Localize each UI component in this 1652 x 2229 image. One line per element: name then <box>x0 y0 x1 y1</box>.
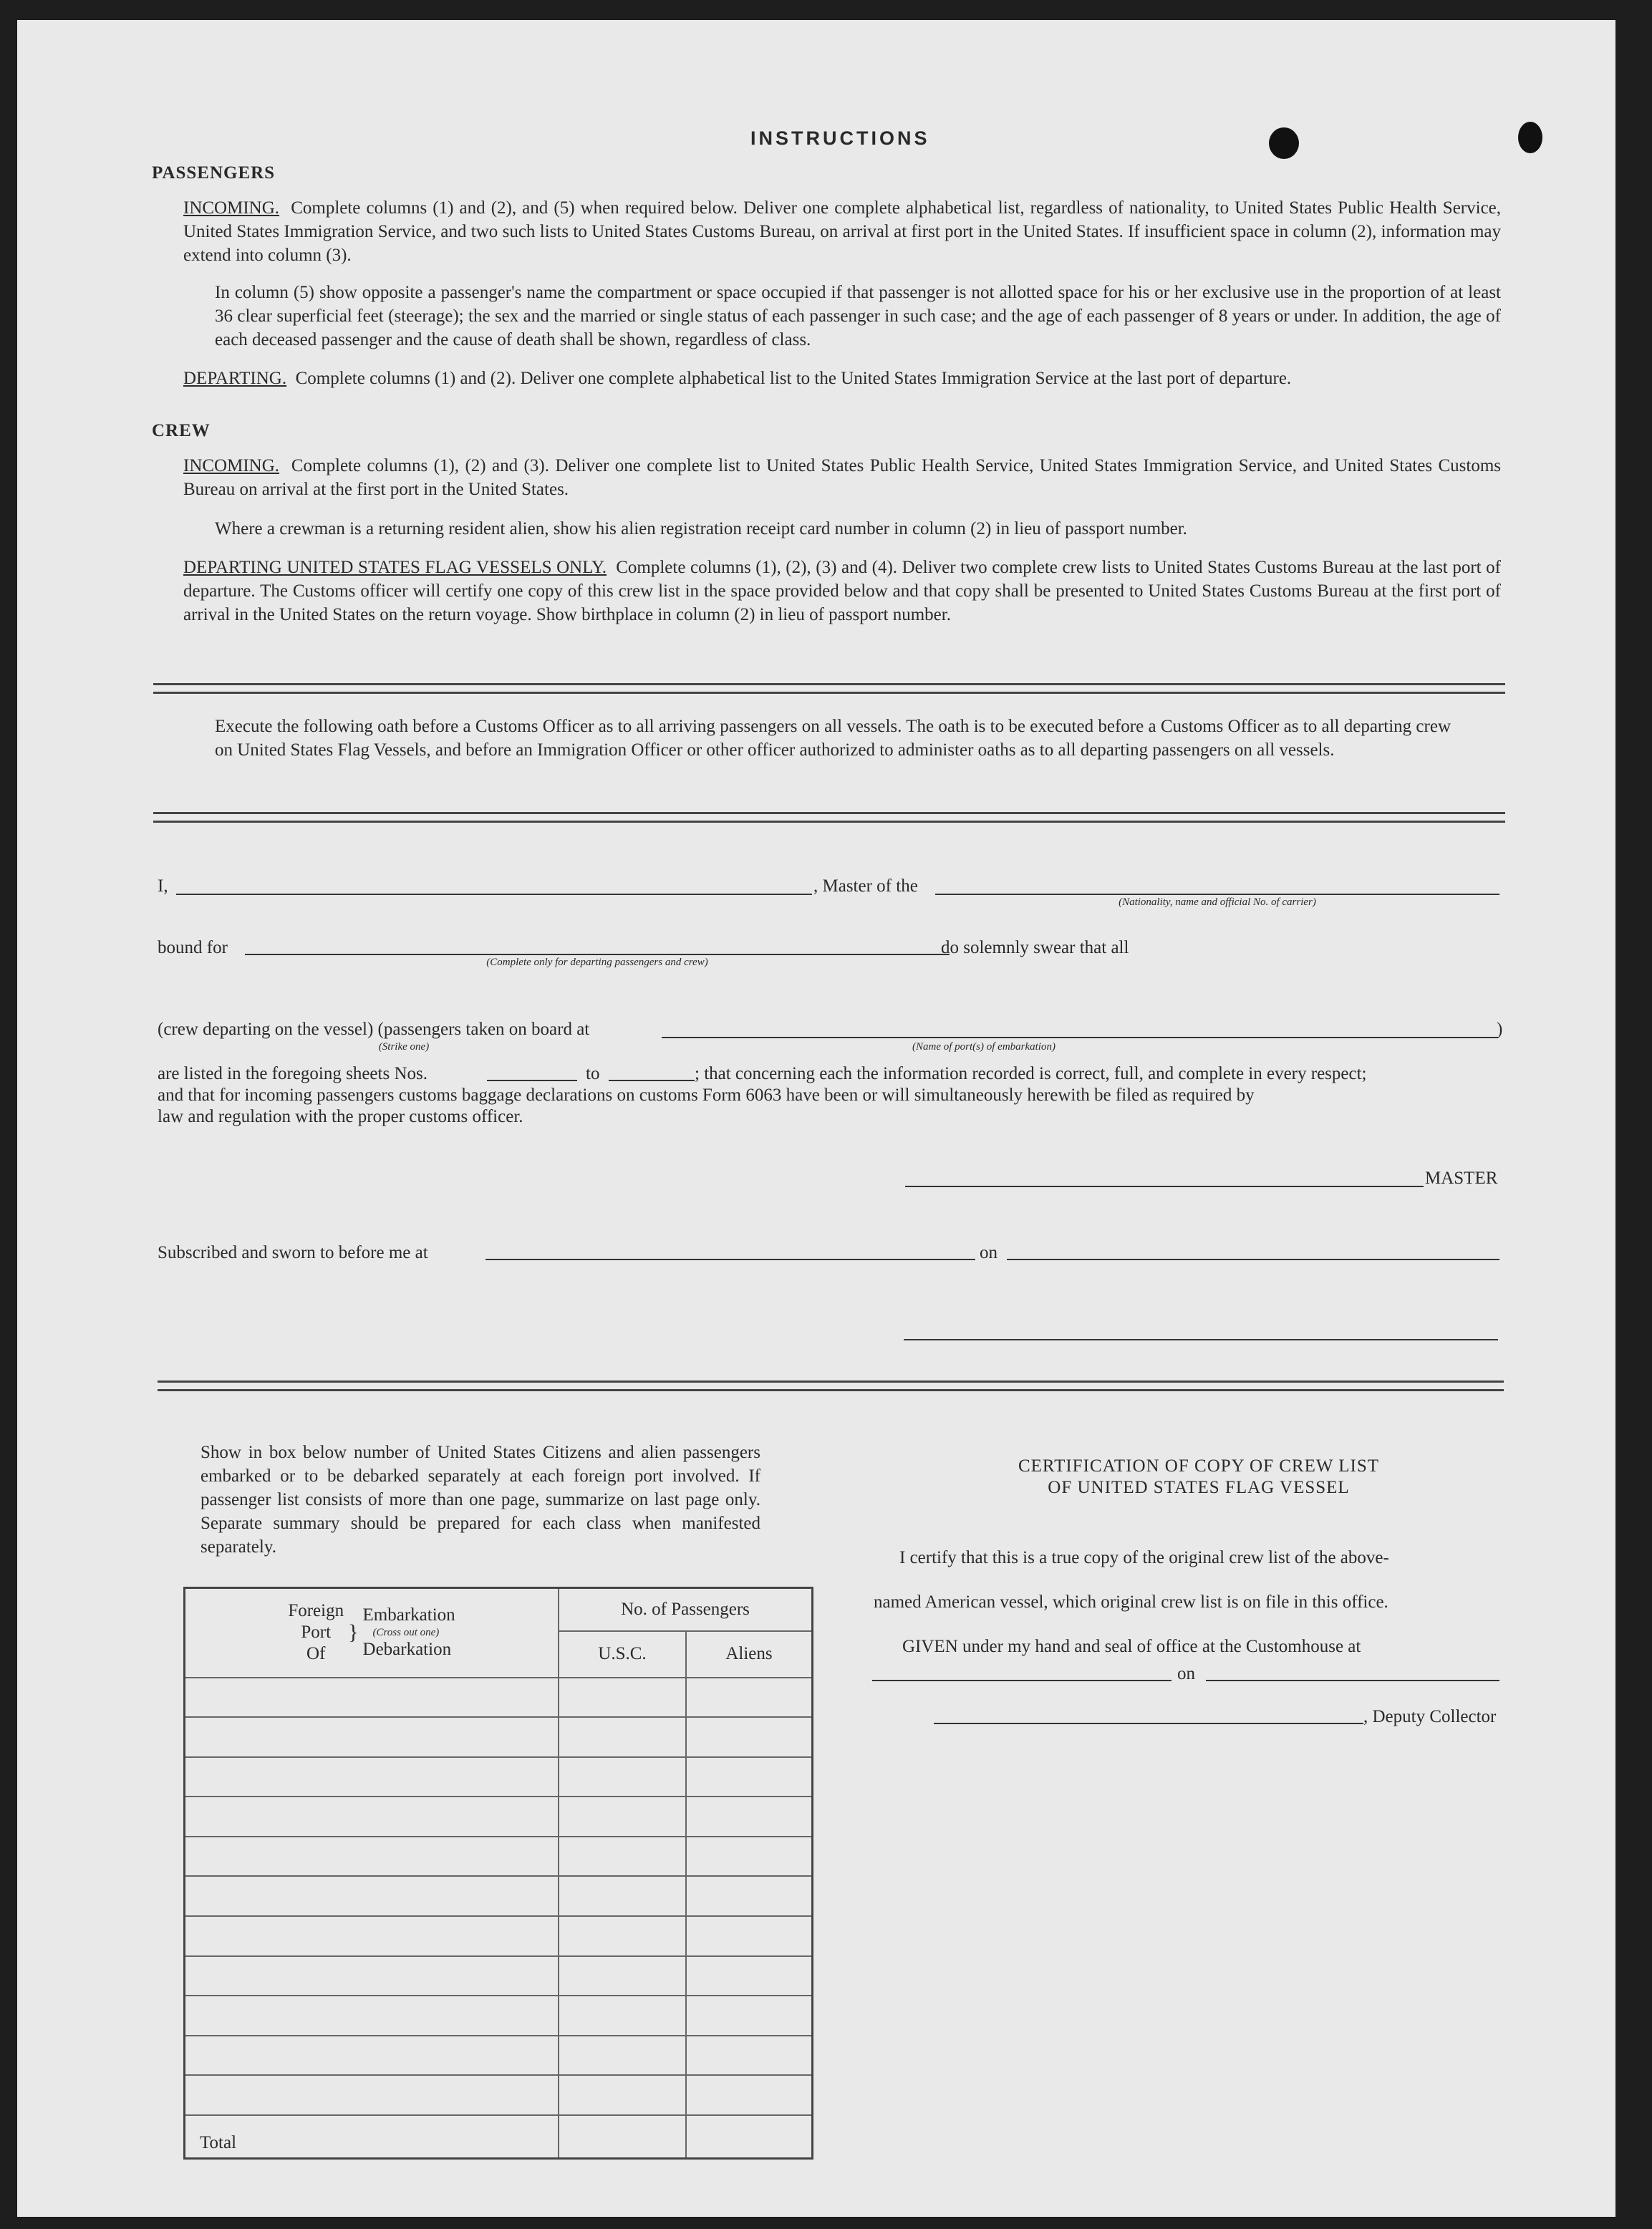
carrier-field[interactable] <box>935 894 1499 895</box>
master-label: MASTER <box>1425 1169 1498 1188</box>
embarkation-label: Embarkation <box>362 1605 455 1625</box>
brace-glyph: } <box>348 1620 359 1645</box>
bound-for-field[interactable] <box>245 954 950 955</box>
aliens-cell[interactable] <box>686 1757 813 1797</box>
master-name-field[interactable] <box>176 894 812 895</box>
customs-declaration-text: and that for incoming passengers customs baggage declarations on customs Form 6063 have been or will simultaneously herewith be filed as required by <box>158 1086 1255 1105</box>
usc-cell[interactable] <box>559 2036 686 2076</box>
resident-alien-paragraph: Where a crewman is a returning resident alien, show his alien registration receipt card number in column (2) in lieu of passport number. <box>215 519 1187 538</box>
usc-cell[interactable] <box>559 1956 686 1996</box>
certification-title-1: CERTIFICATION OF COPY OF CREW LIST <box>1018 1456 1380 1476</box>
port-cell[interactable] <box>185 1717 559 1757</box>
certify-line-1: I certify that this is a true copy of the original crew list of the above- <box>899 1548 1389 1567</box>
crew-departing-flag-label: DEPARTING UNITED STATES FLAG VESSELS ONLY. <box>183 558 607 577</box>
port-label: Port <box>301 1623 332 1643</box>
solemnly-swear-label: do solemnly swear that all <box>941 938 1129 957</box>
port-cell[interactable] <box>185 2075 559 2115</box>
listed-to-label: to <box>586 1064 600 1083</box>
ink-blot <box>1518 122 1542 153</box>
form-sheet <box>17 20 1615 2217</box>
usc-header: U.S.C. <box>559 1631 686 1678</box>
port-cell[interactable] <box>185 1797 559 1837</box>
ink-blot <box>1269 127 1299 159</box>
ports-caption: (Name of port(s) of embarkation) <box>912 1041 1056 1053</box>
table-row <box>185 1916 813 1956</box>
aliens-cell[interactable] <box>686 2075 813 2115</box>
passengers-departing-text: Complete columns (1) and (2). Deliver one complete alphabetical list to the United States Immigration Service at the last port of departure. <box>295 369 1292 388</box>
passengers-incoming-text: Complete columns (1) and (2), and (5) when required below. Deliver one complete alphabetical list, regardless of nationality, to United States Public Health Service, United States Immigration Service, and two such lists to United States Customs Bureau, on arrival at first port in the United States. If insufficient space in column (2), information may extend into column (3). <box>183 198 1502 265</box>
crew-incoming-paragraph <box>183 454 1501 501</box>
aliens-cell[interactable] <box>686 1876 813 1916</box>
passengers-heading: PASSENGERS <box>152 163 276 183</box>
listed-correct-text: ; that concerning each the information recorded is correct, full, and complete in every respect; <box>695 1064 1367 1083</box>
officer-signature-field[interactable] <box>904 1339 1498 1340</box>
table-row <box>185 2036 813 2076</box>
sworn-place-field[interactable] <box>486 1259 975 1260</box>
table-row <box>185 2075 813 2115</box>
aliens-cell[interactable] <box>686 1717 813 1757</box>
crew-heading: CREW <box>152 421 211 440</box>
crew-incoming-label: INCOMING. <box>183 456 280 475</box>
port-cell[interactable] <box>185 1757 559 1797</box>
crew-incoming-text: Complete columns (1), (2) and (3). Deliver one complete list to United States Public Health Service, United States Immigration Service, and United States Customs Bureau on arrival at the first port in the United States. <box>183 456 1502 499</box>
usc-cell[interactable] <box>559 1717 686 1757</box>
certify-line-2: named American vessel, which original crew list is on file in this office. <box>874 1592 1388 1612</box>
bound-for-caption: (Complete only for departing passengers and crew) <box>486 957 708 968</box>
aliens-cell[interactable] <box>686 1678 813 1718</box>
total-aliens-cell[interactable] <box>686 2115 813 2159</box>
usc-cell[interactable] <box>559 1837 686 1877</box>
foreign-label: Foreign <box>288 1601 344 1621</box>
given-hand-seal-text: GIVEN under my hand and seal of office at the Customhouse at <box>902 1637 1361 1656</box>
passengers-departing-paragraph <box>183 367 1501 390</box>
port-cell[interactable] <box>185 2036 559 2076</box>
oath-i-label: I, <box>158 876 168 896</box>
instructions-title: INSTRUCTIONS <box>750 127 930 149</box>
sworn-date-field[interactable] <box>1007 1259 1499 1260</box>
foreign-port-header <box>185 1588 559 1678</box>
table-row <box>185 1717 813 1757</box>
of-label: Of <box>306 1644 326 1664</box>
close-paren: ) <box>1497 1020 1503 1039</box>
double-rule <box>158 1381 1504 1391</box>
passengers-departing-label: DEPARTING. <box>183 369 287 388</box>
bound-for-label: bound for <box>158 938 228 957</box>
certification-title-2: OF UNITED STATES FLAG VESSEL <box>1048 1478 1350 1497</box>
table-row <box>185 1837 813 1877</box>
master-signature-field[interactable] <box>905 1186 1424 1187</box>
aliens-cell[interactable] <box>686 1797 813 1837</box>
aliens-cell[interactable] <box>686 1996 813 2036</box>
port-cell[interactable] <box>185 1916 559 1956</box>
sworn-on-label: on <box>980 1243 998 1262</box>
aliens-header: Aliens <box>686 1631 813 1678</box>
cross-out-caption: (Cross out one) <box>372 1627 440 1639</box>
column5-paragraph: In column (5) show opposite a passenger's name the compartment or space occupied if that passenger is not allotted space for his or her exclusive use in the proportion of at least 36 clear superficial feet (steerage); the sex and the married or single status of each passenger in such case; and the age of each passenger of 8 years or under. In addition, the age of each deceased passenger and the cause of death shall be shown, regardless of class. <box>215 283 1501 349</box>
aliens-cell[interactable] <box>686 1916 813 1956</box>
passengers-incoming-paragraph <box>183 196 1501 267</box>
usc-cell[interactable] <box>559 1876 686 1916</box>
law-regulation-text: law and regulation with the proper customs officer. <box>158 1107 523 1126</box>
port-cell[interactable] <box>185 1956 559 1996</box>
carrier-caption: (Nationality, name and official No. of carrier) <box>1119 896 1316 908</box>
aliens-cell[interactable] <box>686 1956 813 1996</box>
subscribed-sworn-label: Subscribed and sworn to before me at <box>158 1243 428 1262</box>
certification-date-field[interactable] <box>1206 1680 1499 1681</box>
crew-departing-flag-paragraph <box>183 556 1501 627</box>
deputy-collector-label: , Deputy Collector <box>1363 1707 1497 1726</box>
aliens-cell[interactable] <box>686 1837 813 1877</box>
double-rule <box>153 683 1505 694</box>
table-row <box>185 1757 813 1797</box>
usc-cell[interactable] <box>559 1797 686 1837</box>
port-cell[interactable] <box>185 1837 559 1877</box>
table-row <box>185 1996 813 2036</box>
usc-cell[interactable] <box>559 1757 686 1797</box>
strike-one-caption: (Strike one) <box>378 1041 430 1053</box>
usc-cell[interactable] <box>559 1916 686 1956</box>
listed-sheets-label: are listed in the foregoing sheets Nos. <box>158 1064 428 1083</box>
embarkation-ports-field[interactable] <box>662 1037 1498 1038</box>
port-cell[interactable] <box>185 1678 559 1718</box>
usc-cell[interactable] <box>559 1678 686 1718</box>
double-rule <box>153 812 1505 823</box>
debarkation-label: Debarkation <box>362 1640 452 1660</box>
table-row <box>185 1797 813 1837</box>
total-usc-cell[interactable] <box>559 2115 686 2159</box>
passenger-summary-table <box>183 1587 813 2160</box>
no-passengers-header: No. of Passengers <box>559 1588 813 1632</box>
usc-cell[interactable] <box>559 2075 686 2115</box>
summary-note: Show in box below number of United States Citizens and alien passengers embarked or to be debarked separately at each foreign port involved. If passenger list consists of more than one page, summarize on last page only. Separate summary should be prepared for each class when manifested separately. <box>201 1443 760 1557</box>
crew-departing-flag-text: Complete columns (1), (2), (3) and (4). Deliver two complete crew lists to United States Customs Bureau at the last port of departure. The Customs officer will certify one copy of this crew list in the space provided below and that copy shall be presented to United States Customs Bureau at the first port of arrival in the United States on the return voyage. Show birthplace in column (2) in lieu of passport number. <box>183 558 1501 624</box>
sheet-from-field[interactable] <box>487 1080 577 1081</box>
port-cell[interactable] <box>185 1876 559 1916</box>
deputy-signature-field[interactable] <box>934 1723 1363 1724</box>
table-row <box>185 1678 813 1718</box>
crew-departing-label: (crew departing on the vessel) (passengers taken on board at <box>158 1020 590 1039</box>
customhouse-field[interactable] <box>872 1680 1172 1681</box>
usc-cell[interactable] <box>559 1996 686 2036</box>
passengers-incoming-label: INCOMING. <box>183 198 280 218</box>
table-row <box>185 1876 813 1916</box>
master-of-label: , Master of the <box>813 876 918 896</box>
total-label: Total <box>185 2115 559 2159</box>
port-cell[interactable] <box>185 1996 559 2036</box>
oath-intro-paragraph: Execute the following oath before a Customs Officer as to all arriving passengers on all vessels. The oath is to be executed before a Customs Officer as to all departing crew on United States Flag Vessels, and before an Immigration Officer or other officer authorized to administer oaths as to all departing passengers on all vessels. <box>215 717 1451 760</box>
certification-on-label: on <box>1177 1664 1195 1683</box>
sheet-to-field[interactable] <box>609 1080 695 1081</box>
table-row <box>185 1956 813 1996</box>
aliens-cell[interactable] <box>686 2036 813 2076</box>
